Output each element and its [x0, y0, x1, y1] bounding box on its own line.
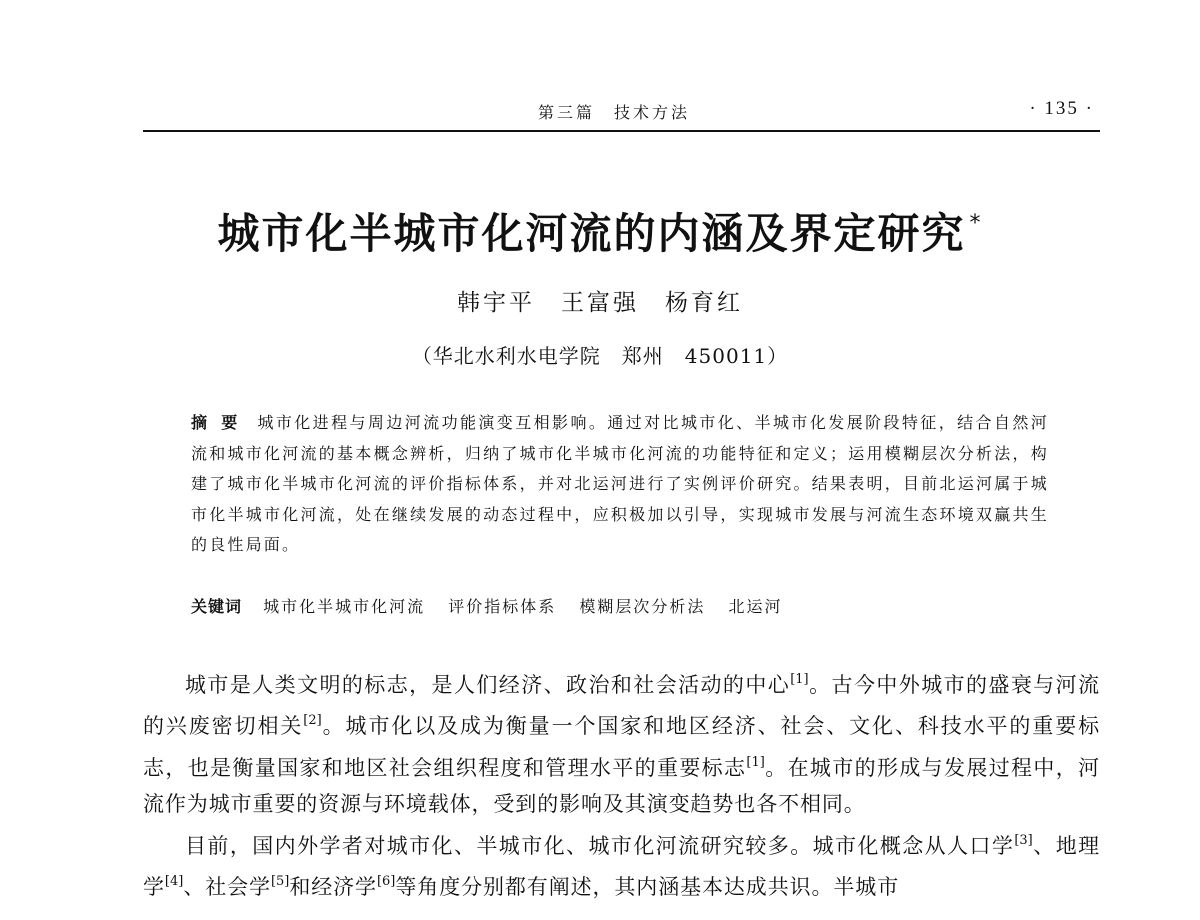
p2-sentence-2: 、地理学 — [143, 833, 1101, 900]
p1-sentence-4: 。在城市的形成与发展过程中，河流作为城市重要的资源与环境载体，受到的影响及其演变趋势也各不相同。 — [143, 755, 1100, 817]
citation: [4] — [164, 874, 184, 890]
abstract-text: 城市化进程与周边河流功能演变互相影响。通过对比城市化、半城市化发展阶段特征，结合自然河流和城市化河流的基本概念辨析，归纳了城市化半城市化河流的功能特征和定义；运用模糊层次分析法，构建了城市化半城市化河流的评价指标体系，并对北运河进行了实例评价研究。结果表明，目前北运河属于城市化半城市化河流，处在继续发展的动态过程中，应积极加以引导，实现城市发展与河流生态环境双赢共生的良性局面。 — [191, 413, 1049, 555]
running-header — [143, 96, 1100, 132]
body-paragraph-1 — [143, 662, 1100, 823]
citation: [3] — [1014, 832, 1033, 848]
keyword-item: 城市化半城市化河流 — [263, 597, 426, 616]
paper-title-text: 城市化半城市化河流的内涵及界定研究 — [217, 209, 966, 258]
keywords-label: 关键词 — [191, 597, 243, 616]
body-paragraph-2 — [143, 823, 1100, 906]
header-rule — [143, 130, 1100, 132]
citation: [2] — [303, 713, 322, 729]
p2-sentence-1: 目前，国内外学者对城市化、半城市化、城市化河流研究较多。城市化概念从人口学 — [185, 833, 1015, 858]
authors: 韩宇平 王富强 杨育红 — [457, 290, 743, 316]
p2-sentence-4: 和经济学 — [289, 875, 377, 900]
citation: [1] — [790, 672, 809, 687]
citation: [6] — [376, 874, 396, 890]
keywords — [191, 594, 1049, 617]
paper-title — [0, 196, 1200, 262]
keyword-item: 模糊层次分析法 — [579, 597, 706, 616]
p1-sentence-2: 。古今中外城市的盛衰与河流的兴废密切相关 — [143, 673, 1100, 739]
affiliation: （华北水利水电学院 郑州 450011） — [411, 344, 789, 368]
citation: [5] — [270, 874, 290, 890]
abstract-label: 摘要 — [191, 413, 252, 432]
section-label: 第三篇 技术方法 — [538, 103, 691, 122]
abstract — [191, 408, 1049, 561]
p1-sentence-3: 。城市化以及成为衡量一个国家和地区经济、社会、文化、科技水平的重要标志，也是衡量国家和地区社会组织程度和管理水平的重要标志 — [143, 714, 1100, 780]
p2-sentence-3: 、社会学 — [183, 875, 271, 900]
p2-sentence-5: 等角度分别都有阐述，其内涵基本达成共识。半城市 — [395, 875, 900, 900]
p1-sentence-1: 城市是人类文明的标志，是人们经济、政治和社会活动的中心 — [185, 673, 791, 697]
title-footnote-mark: * — [969, 211, 983, 236]
keyword-item: 评价指标体系 — [448, 597, 557, 616]
body-text — [143, 662, 1100, 905]
citation: [1] — [746, 754, 765, 770]
keyword-item: 北运河 — [728, 597, 783, 616]
page-number: · 135 · — [1029, 98, 1094, 119]
